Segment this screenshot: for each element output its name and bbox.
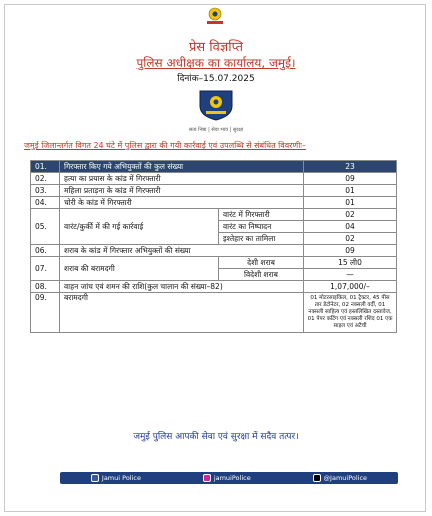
release-date: दिनांक–15.07.2025 (177, 74, 255, 84)
row-value: 09 (304, 173, 397, 185)
row-value: 01 (304, 185, 397, 197)
row-label: गिरफ्तार किए गये अभियुक्तों की कुल संख्या (60, 161, 304, 173)
twitter-link[interactable] (313, 474, 368, 482)
sub-row-value: 02 (304, 233, 397, 245)
row-label: महिला प्रताड़ना के कांड में गिरफ्तारी (60, 185, 304, 197)
row-label: शराब के कांड में गिरफ्तार अभियुक्तों की संख्या (60, 245, 304, 257)
sub-row-value: 04 (304, 221, 397, 233)
facebook-handle: Jamui Police (101, 474, 141, 482)
press-release-title: प्रेस विज्ञप्ति (188, 40, 244, 55)
bihar-police-logo (185, 6, 245, 26)
office-name: पुलिस अधीक्षक का कार्यालय, जमुई। (136, 56, 296, 70)
row-value: 01 मोटरसाइकिल, 01 ट्रैक्टर, 45 पीस तार डेटोनेटर, 02 नक्सली वर्दी, 01 नक्सली साहित्य एवं हस्तलिखित दस्तावेज, 01 पेपर कटिंग एवं नक्सली रशिद 01 एक साइल एवं अटैची (304, 293, 397, 333)
sub-row-value: 15 ली0 (304, 257, 397, 269)
social-footer-bar (60, 472, 398, 484)
instagram-icon (203, 474, 211, 482)
row-value: 1,07,000/– (304, 281, 397, 293)
sub-row-label: विदेशी शराब (219, 269, 304, 281)
row-label: वारंट/कुर्की में की गई कार्रवाई (60, 209, 219, 245)
row-value: 23 (304, 161, 397, 173)
row-number: 01. (31, 161, 60, 173)
table-row (31, 173, 397, 185)
instagram-handle: jamuiPolice (213, 474, 251, 482)
row-number: 04. (31, 197, 60, 209)
sub-row-label: इश्तेहार का तामिला (219, 233, 304, 245)
report-subheading: जमुई जिलान्तर्गत विगत 24 घंटे में पुलिस द्वारा की गयी कार्रवाई एवं उपलब्धि से संबंधित विवरणीः– (24, 141, 306, 150)
row-number: 09. (31, 293, 60, 333)
row-label: चोरी के कांड में गिरफ्तारी (60, 197, 304, 209)
row-label: बरामदगी (60, 293, 304, 333)
police-slogan: जमुई पुलिस आपकी सेवा एवं सुरक्षा में सदैव तत्पर। (133, 432, 299, 442)
row-number: 05. (31, 209, 60, 245)
facebook-link[interactable] (91, 474, 141, 482)
row-number: 08. (31, 281, 60, 293)
table-row (31, 185, 397, 197)
sub-row-value: — (304, 269, 397, 281)
sub-row-label: वारंट का निष्पादन (219, 221, 304, 233)
row-value: 01 (304, 197, 397, 209)
row-value: 09 (304, 245, 397, 257)
police-emblem (196, 88, 236, 122)
table-row (31, 197, 397, 209)
twitter-handle: @JamuiPolice (323, 474, 368, 482)
emblem-motto: सत्य निष्ठा | सेवा भाव | सुरक्षा (188, 127, 244, 133)
row-number: 03. (31, 185, 60, 197)
x-twitter-icon (313, 474, 321, 482)
table-row (31, 161, 397, 173)
facebook-icon (91, 474, 99, 482)
sub-row-label: देशी शराब (219, 257, 304, 269)
table-row (31, 281, 397, 293)
sub-row-label: वारंट में गिरफ्तारी (219, 209, 304, 221)
instagram-link[interactable] (203, 474, 251, 482)
sub-row-value: 02 (304, 209, 397, 221)
row-number: 07. (31, 257, 60, 281)
table-row (31, 257, 397, 269)
row-label: हत्या का प्रयास के कांड में गिरफ्तारी (60, 173, 304, 185)
row-number: 02. (31, 173, 60, 185)
row-label: वाहन जांच एवं शमन की राशि(कुल चालान की संख्या–82) (60, 281, 304, 293)
row-number: 06. (31, 245, 60, 257)
row-label: शराब की बरामदगी (60, 257, 219, 281)
table-row (31, 209, 397, 221)
table-row (31, 293, 397, 333)
action-summary-table (30, 160, 397, 333)
table-row (31, 245, 397, 257)
